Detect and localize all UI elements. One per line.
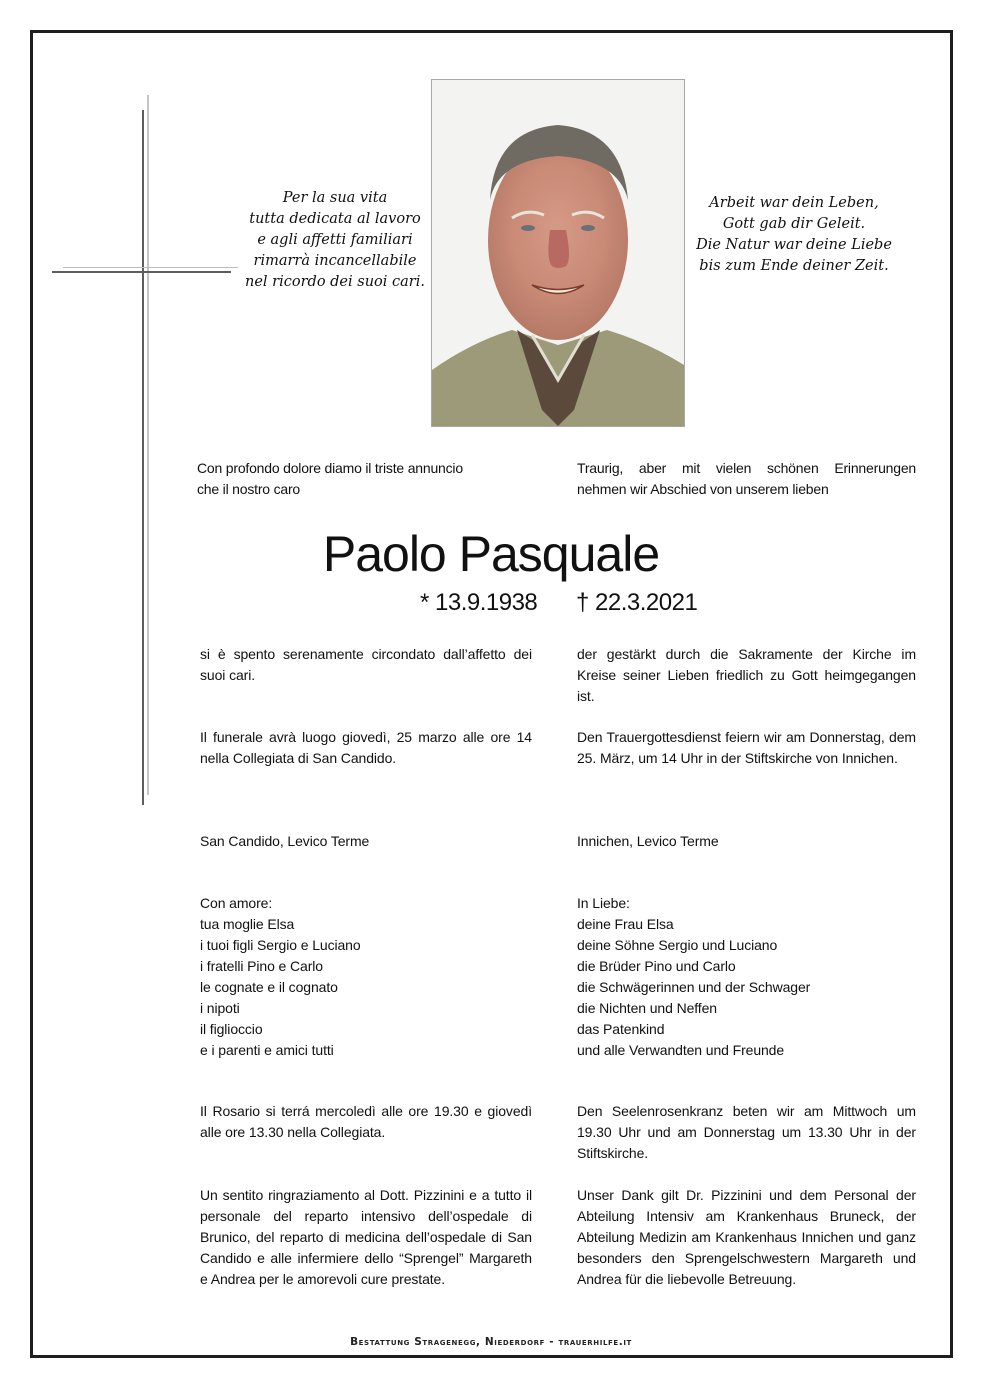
quote-line: bis zum Ende deiner Zeit. bbox=[699, 258, 889, 274]
funeral-italian: Il funerale avrà luogo giovedì, 25 marzo alle ore 14 nella Collegiata di San Candido. bbox=[200, 729, 532, 766]
deceased-name: Paolo Pasquale bbox=[322, 526, 660, 582]
mourners-german bbox=[577, 893, 916, 1061]
funeral-home-footer: Bestattung Stragenegg, Niederdorf - trauerhilfe.it bbox=[350, 1336, 632, 1348]
intro-german bbox=[577, 458, 916, 500]
thanks-italian: Un sentito ringraziamento al Dott. Pizzinini e a tutto il personale del reparto intensivo dell’ospedale di Brunico, del reparto di medicina dell’ospedale di San Candido e alle infermiere dello “Sprengel” Margareth e Andrea per le amorevoli cure prestate. bbox=[200, 1187, 532, 1287]
mourner-line: die Nichten und Neffen bbox=[577, 1000, 717, 1016]
mourner-line: tua moglie Elsa bbox=[200, 916, 295, 932]
funeral-german: Den Trauergottesdienst feiern wir am Donnerstag, dem 25. März, um 14 Uhr in der Stiftskirche von Innichen. bbox=[577, 729, 916, 766]
mourner-line: le cognate e il cognato bbox=[200, 979, 338, 995]
mourner-line: e i parenti e amici tutti bbox=[200, 1042, 334, 1058]
intro-line: nehmen wir Abschied von unserem lieben bbox=[577, 481, 829, 497]
mourner-line: i tuoi figli Sergio e Luciano bbox=[200, 937, 361, 953]
passing-german: der gestärkt durch die Sakramente der Kirche im Kreise seiner Lieben friedlich zu Gott heimgegangen ist. bbox=[577, 646, 916, 704]
mourner-line: il figlioccio bbox=[200, 1021, 263, 1037]
portrait-image bbox=[432, 80, 684, 426]
quote-line: nel ricordo dei suoi cari. bbox=[245, 274, 425, 290]
birth-date: * 13.9.1938 bbox=[420, 589, 538, 616]
quote-line: Arbeit war dein Leben, bbox=[709, 195, 879, 211]
mourner-line: In Liebe: bbox=[577, 895, 630, 911]
mourner-line: das Patenkind bbox=[577, 1021, 665, 1037]
places-german: Innichen, Levico Terme bbox=[577, 833, 719, 849]
intro-italian bbox=[197, 458, 527, 500]
italian-quote bbox=[245, 188, 425, 293]
mourners-italian bbox=[200, 893, 532, 1061]
mourner-line: deine Söhne Sergio und Luciano bbox=[577, 937, 778, 953]
places-italian: San Candido, Levico Terme bbox=[200, 833, 370, 849]
mourner-line: die Schwägerinnen und der Schwager bbox=[577, 979, 811, 995]
intro-line: che il nostro caro bbox=[197, 481, 301, 497]
mourner-line: i nipoti bbox=[200, 1000, 240, 1016]
mourner-line: Con amore: bbox=[200, 895, 273, 911]
mourner-line: i fratelli Pino e Carlo bbox=[200, 958, 323, 974]
quote-line: e agli affetti familiari bbox=[257, 232, 413, 248]
mourner-line: die Brüder Pino und Carlo bbox=[577, 958, 736, 974]
mourner-line: und alle Verwandten und Freunde bbox=[577, 1042, 785, 1058]
quote-line: tutta dedicata al lavoro bbox=[249, 211, 421, 227]
thanks-german: Unser Dank gilt Dr. Pizzinini und dem Personal der Abteilung Intensiv am Krankenhaus Bruneck, der Abteilung Medizin am Krankenhaus Innichen und ganz besonders den Sprengelschwestern Margareth und Andrea für die liebevolle Betreuung. bbox=[577, 1187, 916, 1287]
rosary-italian: Il Rosario si terrá mercoledì alle ore 19.30 e giovedì alle ore 13.30 nella Collegiata. bbox=[200, 1103, 532, 1140]
passing-italian: si è spento serenamente circondato dall’affetto dei suoi cari. bbox=[200, 646, 532, 683]
quote-line: Per la sua vita bbox=[282, 190, 388, 206]
portrait-photo bbox=[431, 79, 685, 427]
quote-line: rimarrà incancellabile bbox=[253, 253, 417, 269]
german-quote bbox=[690, 193, 898, 277]
death-date: † 22.3.2021 bbox=[576, 589, 698, 616]
intro-line: Con profondo dolore diamo il triste annuncio bbox=[197, 460, 463, 476]
quote-line: Die Natur war deine Liebe bbox=[696, 237, 892, 253]
mourner-line: deine Frau Elsa bbox=[577, 916, 674, 932]
quote-line: Gott gab dir Geleit. bbox=[722, 216, 866, 232]
rosary-german: Den Seelenrosenkranz beten wir am Mittwoch um 19.30 Uhr und am Donnerstag um 13.30 Uhr in der Stiftskirche. bbox=[577, 1103, 916, 1161]
intro-line: Traurig, aber mit vielen schönen Erinnerungen bbox=[577, 460, 916, 476]
